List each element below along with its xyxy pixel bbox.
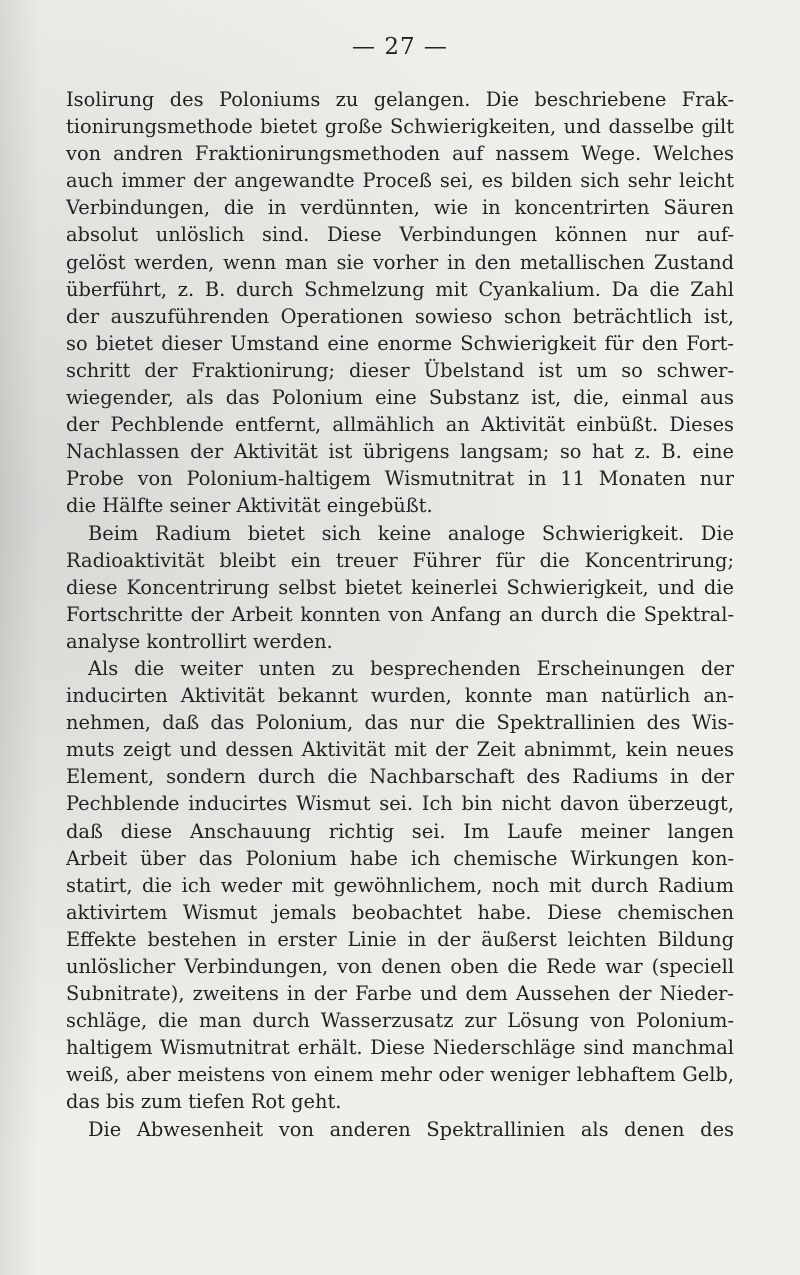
text-line: nehmen, daß das Polonium, das nur die Spektrallinien des Wis-: [66, 711, 734, 735]
text-line: Radioaktivität bleibt ein treuer Führer für die Koncentrirung;: [66, 548, 734, 572]
body-text: [66, 86, 734, 1143]
text-line: absolut unlöslich sind. Diese Verbindungen können nur auf-: [66, 223, 734, 247]
page-number: — 27 —: [352, 34, 448, 60]
text-line: Pechblende inducirtes Wismut sei. Ich bin nicht davon überzeugt,: [66, 792, 734, 816]
text-line: die Hälfte seiner Aktivität eingebüßt.: [66, 494, 433, 518]
text-line: überführt, z. B. durch Schmelzung mit Cyankalium. Da die Zahl: [66, 277, 734, 301]
text-line: wiegender, als das Polonium eine Substanz ist, die, einmal aus: [66, 386, 734, 410]
text-line: Nachlassen der Aktivität ist übrigens langsam; so hat z. B. eine: [66, 440, 734, 464]
text-line: gelöst werden, wenn man sie vorher in den metallischen Zustand: [66, 250, 734, 274]
text-line: aktivirtem Wismut jemals beobachtet habe. Diese chemischen: [66, 900, 734, 924]
text-line: weiß, aber meistens von einem mehr oder weniger lebhaftem Gelb,: [66, 1063, 734, 1087]
text-line: auch immer der angewandte Proceß sei, es bilden sich sehr leicht: [66, 169, 734, 193]
text-line: daß diese Anschauung richtig sei. Im Laufe meiner langen: [66, 819, 734, 843]
text-line: der Pechblende entfernt, allmählich an Aktivität einbüßt. Dieses: [66, 413, 734, 437]
text-line: Arbeit über das Polonium habe ich chemische Wirkungen kon-: [66, 846, 734, 870]
text-line: unlöslicher Verbindungen, von denen oben die Rede war (speciell: [66, 955, 734, 978]
text-line: Probe von Polonium-haltigem Wismutnitrat in 11 Monaten nur: [66, 467, 734, 491]
text-line: der auszuführenden Operationen sowieso schon beträchtlich ist,: [66, 304, 734, 328]
text-line: analyse kontrollirt werden.: [66, 629, 333, 653]
text-line: diese Koncentrirung selbst bietet keinerlei Schwierigkeit, und die: [66, 575, 734, 599]
text-line: Als die weiter unten zu besprechenden Erscheinungen der: [88, 656, 734, 680]
text-line: muts zeigt und dessen Aktivität mit der Zeit abnimmt, kein neues: [66, 738, 734, 762]
text-line: tionirungsmethode bietet große Schwierigkeiten, und dasselbe gilt: [66, 115, 734, 139]
text-line: inducirten Aktivität bekannt wurden, konnte man natürlich an-: [66, 684, 734, 708]
text-line: Verbindungen, die in verdünnten, wie in koncentrirten Säuren: [66, 196, 734, 220]
text-line: haltigem Wismutnitrat erhält. Diese Niederschläge sind manchmal: [66, 1036, 734, 1060]
text-line: statirt, die ich weder mit gewöhnlichem, noch mit durch Radium: [66, 873, 734, 897]
text-line: so bietet dieser Umstand eine enorme Schwierigkeit für den Fort-: [66, 331, 734, 355]
text-line: Beim Radium bietet sich keine analoge Schwierigkeit. Die: [88, 521, 734, 545]
text-line: Fortschritte der Arbeit konnten von Anfang an durch die Spektral-: [66, 602, 734, 626]
text-line: das bis zum tiefen Rot geht.: [66, 1090, 342, 1114]
text-line: von andren Fraktionirungsmethoden auf nassem Wege. Welches: [66, 142, 734, 166]
text-line: Effekte bestehen in erster Linie in der äußerst leichten Bildung: [66, 927, 734, 951]
text-line: schritt der Fraktionirung; dieser Übelstand ist um so schwer-: [66, 358, 734, 382]
text-line: Element, sondern durch die Nachbarschaft des Radiums in der: [66, 765, 734, 789]
text-line: Die Abwesenheit von anderen Spektrallinien als denen des: [88, 1117, 734, 1141]
text-line: Subnitrate), zweitens in der Farbe und dem Aussehen der Nieder-: [66, 982, 734, 1006]
text-line: schläge, die man durch Wasserzusatz zur Lösung von Polonium-: [66, 1009, 734, 1033]
text-line: Isolirung des Poloniums zu gelangen. Die beschriebene Frak-: [66, 88, 734, 111]
